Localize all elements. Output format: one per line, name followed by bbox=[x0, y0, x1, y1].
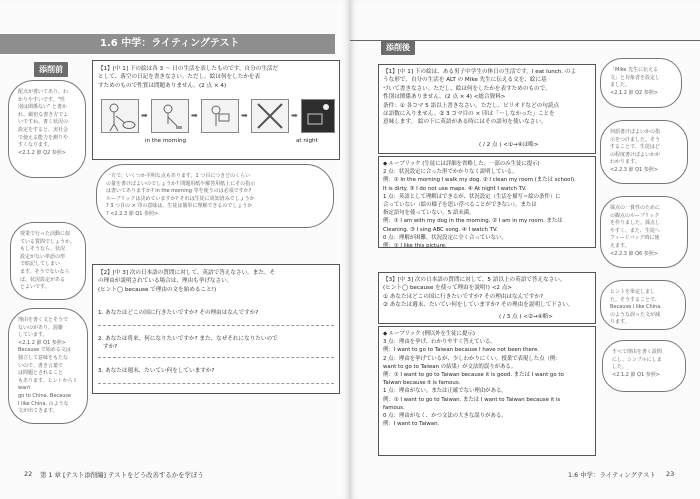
note-bubble-4 bbox=[8, 308, 88, 424]
note-line: すくなります。 bbox=[18, 142, 53, 149]
right-page bbox=[350, 0, 700, 499]
score-box-1: ( / 2 点 ) <①→④は略> bbox=[479, 142, 539, 148]
note-line: 一方で、いくつか平明な点もあります。1 つ目につきどのくらい bbox=[106, 173, 251, 179]
note-line: わかります。 bbox=[610, 159, 640, 166]
question-line: すためのもので性質は問題ありません。(2 点 × 4) bbox=[98, 82, 227, 89]
note-line: しています。 bbox=[18, 332, 48, 339]
arrow-icon: ➡ bbox=[191, 111, 198, 120]
right-note-2 bbox=[600, 120, 688, 184]
note-line: 理由を書く文とそうで bbox=[18, 317, 69, 323]
rubric-line: 例：① I am with my dog in the morning. ② I am in my room. または bbox=[383, 218, 563, 225]
footer-text-left: 第 1 章 [テスト添削編] テストをどう改善するかを学ぼう bbox=[40, 471, 204, 479]
question-line: 性別は関係ありません。(2 点 × 4) <総合資料> bbox=[383, 94, 506, 101]
rubric-line: 0 点：理解が困難。状況設定に全く合っていない。 bbox=[383, 234, 507, 241]
note-line: <2.1.2 節 Q1 参照> bbox=[612, 371, 660, 378]
note-line: いですね。書く状況の bbox=[18, 119, 69, 126]
note-line: <2.1.2 節 Q2 参照> bbox=[18, 149, 66, 156]
note-line: ルーブリックは決めていますか? それは生徒に周知済みでしょうか bbox=[106, 195, 255, 202]
note-line: のような誤った文が減 bbox=[610, 311, 661, 318]
note-line: にし、シンプルにしま bbox=[612, 356, 662, 363]
note-line: で使える能力を測りや bbox=[18, 134, 69, 141]
footer-text-right: 1.6 中学：ライティングテスト bbox=[568, 471, 656, 479]
picture-walk-dog bbox=[101, 99, 139, 133]
note-line: もあります。ヒントから I want bbox=[18, 377, 76, 392]
right-note-3 bbox=[600, 196, 688, 268]
note-line: の程度書けばよいかが bbox=[610, 151, 661, 158]
note-line: ないのがあり、混雑 bbox=[18, 324, 64, 331]
note-line: 文が出てきます。 bbox=[18, 408, 58, 415]
right-note-4 bbox=[600, 280, 686, 330]
question-line: 条件：① 各コマ 5 語以上書きなさい。ただし、ピリオドなどの句読点 bbox=[383, 102, 560, 109]
section-title: 1.6 中学：ライティングテスト bbox=[0, 34, 335, 54]
question-line: は語数に入りません。② 3 コマ目の × 印は「～しなかった」ことを bbox=[383, 111, 555, 118]
note-line: 設定がない単語の形 bbox=[20, 253, 66, 260]
rubric-line: 0 点：理由がなく、かつ文法の大きな誤りがある。 bbox=[383, 413, 507, 420]
answer-line bbox=[98, 325, 334, 326]
note-line: れ、厳密な書き方でよ bbox=[18, 111, 69, 118]
question-line: 意味します。 絵の下に英語がある時にはその語句を使いなさい。 bbox=[383, 119, 547, 126]
note-bubble-2 bbox=[96, 164, 334, 228]
rubric-line: Taiwan because it is famous. bbox=[383, 380, 461, 387]
rubric-line: want to go to Taiwan の結果）が文法的誤りがある。 bbox=[383, 363, 517, 370]
question-3-revised-box bbox=[378, 272, 596, 324]
arrow-icon: ➡ bbox=[291, 111, 298, 120]
question-line: ① あなたはどこの国に行きたいですか? その理由はなんですか? bbox=[383, 293, 543, 300]
note-line: やすく、また、生徒へ bbox=[610, 227, 660, 234]
rubric-line: 例：I want to Taiwan. bbox=[383, 421, 440, 428]
rubric-1-head: ◆ ルーブリック (生徒には詳細を省略した、一部のみ生徒に提示) bbox=[383, 161, 540, 167]
note-line: ば、状況設定がある bbox=[20, 276, 66, 283]
rubric-line: 合っていない（絵の様子を思い浮べることができない）。または bbox=[383, 202, 537, 209]
picture-watch-tv bbox=[301, 99, 335, 133]
q2-item-2: 2. あなたは将来、何になりたいですか? また、なぜそれになりたいので bbox=[98, 336, 278, 342]
before-tag: 添削前 bbox=[34, 62, 68, 77]
note-line: した。 bbox=[612, 364, 628, 371]
rubric-line: Cleaning. ③ I sing ABC song. ④ I watch TV. bbox=[383, 226, 498, 233]
rubric-line: 1 点：英語として理解はできるが、状況設定（生活を描写＝絵の条件）に bbox=[383, 193, 561, 200]
note-line: ました。 bbox=[610, 82, 631, 89]
question-line: (ヒント◯ because を使って理由を説明!) <2 点> bbox=[383, 285, 513, 292]
note-line: ている質問でしょうか。 bbox=[20, 238, 76, 245]
rubric-2-head: ◆ ルーブリック (例以外を生徒に提示) bbox=[383, 331, 475, 337]
note-line: 設定をすると、実社会 bbox=[18, 126, 69, 133]
note-line: の量を書けばよいのでしょうか? 問題用紙や解答用紙上にその指示 bbox=[106, 180, 256, 187]
note-line: ます。そうでないなら bbox=[20, 268, 70, 275]
score-box-3: ( / 3 点 ) <②→④略> bbox=[499, 314, 553, 320]
rubric-line: 指定語句を使っていない。5 語未満。 bbox=[383, 210, 475, 217]
caption-morning: in the morning bbox=[145, 138, 187, 144]
note-line: で暗記してしまい bbox=[20, 261, 61, 268]
note-line: 文」と対象者を設定し bbox=[610, 74, 661, 81]
picture-read bbox=[201, 99, 239, 133]
note-line: フィードバック時に使 bbox=[610, 235, 660, 242]
page-number-left: 22 bbox=[24, 470, 33, 478]
rubric-line: 1 点：理由がない。または正確でない理由がある。 bbox=[383, 388, 507, 395]
note-line: 「Mike 先生に伝える bbox=[610, 67, 659, 73]
note-line: 示をつけました。そう bbox=[610, 136, 661, 143]
note-line: ? <2.2.3 節 Q1 参照> bbox=[106, 210, 159, 217]
note-bubble-1 bbox=[8, 80, 86, 178]
question-2-box bbox=[92, 264, 340, 394]
question-line: の理由が説明されている場合は、理由も挙げなさい。 bbox=[98, 278, 233, 285]
arrow-icon: ➡ bbox=[141, 111, 148, 120]
note-line: <2.1.2 節 Q1 参照> bbox=[18, 339, 66, 346]
note-line: すべて理由を書く設問 bbox=[612, 349, 662, 355]
rubric-1 bbox=[378, 156, 596, 248]
right-note-1 bbox=[600, 58, 682, 108]
question-1-box bbox=[92, 60, 340, 160]
note-bubble-3 bbox=[10, 222, 86, 300]
q2-item-1: 1. あなたはどこの国に行きたいですか? その理由はなんですか? bbox=[98, 310, 259, 316]
note-line: 独立して意味をもたな bbox=[18, 354, 69, 361]
question-1-revised-box bbox=[378, 64, 596, 154]
picture-no-map bbox=[251, 99, 289, 133]
rubric-line: 3 点：理由を挙げ、わかりやすく答えている。 bbox=[383, 339, 496, 346]
rubric-line: 例：① I like this picture. bbox=[383, 243, 447, 250]
page-number-right: 23 bbox=[666, 470, 675, 478]
note-line: <2.1.2 節 Q2 参照> bbox=[610, 89, 658, 96]
rubric-line: 例：I want to go to Taiwan because I have not been there. bbox=[383, 347, 539, 354]
rubric-line: 例：① I want to go to Taiwan. または I want to Taiwan because it is bbox=[383, 396, 561, 403]
note-line: 採点の一貫性のために bbox=[610, 205, 661, 211]
question-line: として、落空の日記を書きなさい。ただし、絵は何をしたかを表 bbox=[98, 74, 261, 81]
question-line: 【1】[中 1] 下の絵は、ある男子中学生の休日の生活です。I eat lunch. のよ bbox=[383, 69, 577, 75]
q2-item-2-cont: すか? bbox=[103, 344, 118, 350]
question-line: 【2】[中 3] 次の日本語の質問に対して、英語で答えなさい。また、そ bbox=[98, 270, 276, 276]
note-line: 別は関係ない" と書か bbox=[18, 104, 67, 111]
note-line: することで、生徒はど bbox=[610, 144, 660, 151]
note-line: た。そうすることで、 bbox=[610, 296, 660, 303]
question-line: 【1】[中 1] 下の絵は各 3 ～ 日の生活を表したものです。自分の生活だ bbox=[98, 66, 279, 72]
answer-line bbox=[98, 383, 334, 384]
note-line: Because I like China. bbox=[610, 304, 662, 311]
rubric-line: It is dirty. ③ I do not use maps. ④ At night I watch TV. bbox=[383, 185, 527, 192]
note-line: I like China. のような bbox=[18, 400, 69, 407]
question-line: づいて書きなさい。ただし、絵は何をしたかを表すためのもので、 bbox=[383, 85, 551, 92]
right-note-5 bbox=[602, 340, 686, 392]
rubric-2 bbox=[378, 326, 596, 456]
rubric-line: 2 点：理由を挙げているが、少しわかりにくい。授業で表現した点（例： bbox=[383, 355, 561, 362]
note-line: を作りました。採点し bbox=[610, 220, 661, 227]
note-line: は問題とされること bbox=[18, 370, 64, 377]
note-line: <2.2.3 節 Q1 参照> bbox=[610, 166, 658, 173]
note-line: <2.2.3 節 Q6 参照> bbox=[610, 250, 658, 257]
picture-clean-room bbox=[151, 99, 189, 133]
note-line: の観点のルーブリック bbox=[610, 212, 660, 219]
note-line: もしそうなら、状況 bbox=[20, 246, 66, 253]
caption-night: at night bbox=[296, 138, 318, 144]
rubric-line: 2 点：状況設定に合った形でかかりなく説明している。 bbox=[383, 169, 518, 176]
note-line: ? 3 つ目の × 印の意味は、生徒は簡単に理解できるのでしょうか bbox=[106, 203, 253, 210]
arrow-icon: ➡ bbox=[241, 111, 248, 120]
question-line: (ヒント◯ because で理由の文を始めること!) bbox=[98, 286, 217, 293]
note-line: は書いてありますか? in the morning 等を使うのは必須ですか? bbox=[106, 188, 252, 195]
note-line: 何語書けばよいかの指 bbox=[610, 129, 661, 135]
note-line: ヒントを単定しまし bbox=[610, 289, 656, 295]
q2-item-3: 3. あなたは週末、たいてい何をしていますか? bbox=[98, 368, 215, 374]
question-line: うな形で、自分の生活を ALT の Mike 先生に伝える文を、絵に基 bbox=[383, 77, 547, 84]
after-tag: 添削後 bbox=[381, 40, 415, 55]
rubric-line: 例：① I want to go to Taiwan because it is good. または I want go to bbox=[383, 372, 564, 379]
question-line: 【3】[中 3] 次の日本語の質問に対して、5 語以上の英語で答えなさい。 bbox=[383, 277, 566, 283]
note-line: とよいです。 bbox=[20, 284, 50, 291]
note-line: ります。 bbox=[610, 319, 630, 326]
rubric-line: famous. bbox=[383, 404, 405, 411]
note-line: えます。 bbox=[610, 242, 630, 249]
note-line: かりやすいです。"性 bbox=[18, 96, 65, 103]
note-line: 配点が書いてあり、わ bbox=[18, 89, 69, 95]
rubric-line: 例：① In the morning I walk my dog. ② I clean my room (または school). bbox=[383, 177, 576, 184]
note-line: 授業で行った活動に似 bbox=[20, 231, 71, 237]
answer-line bbox=[98, 357, 334, 358]
note-line: Because で始める文は bbox=[18, 347, 71, 354]
note-line: いので、書き言葉で bbox=[18, 362, 63, 369]
question-line: ② あなたは週末、たいてい何をしていますか? その理由を説明して下さい。 bbox=[383, 302, 574, 309]
note-line: go to China. Because bbox=[18, 392, 72, 399]
